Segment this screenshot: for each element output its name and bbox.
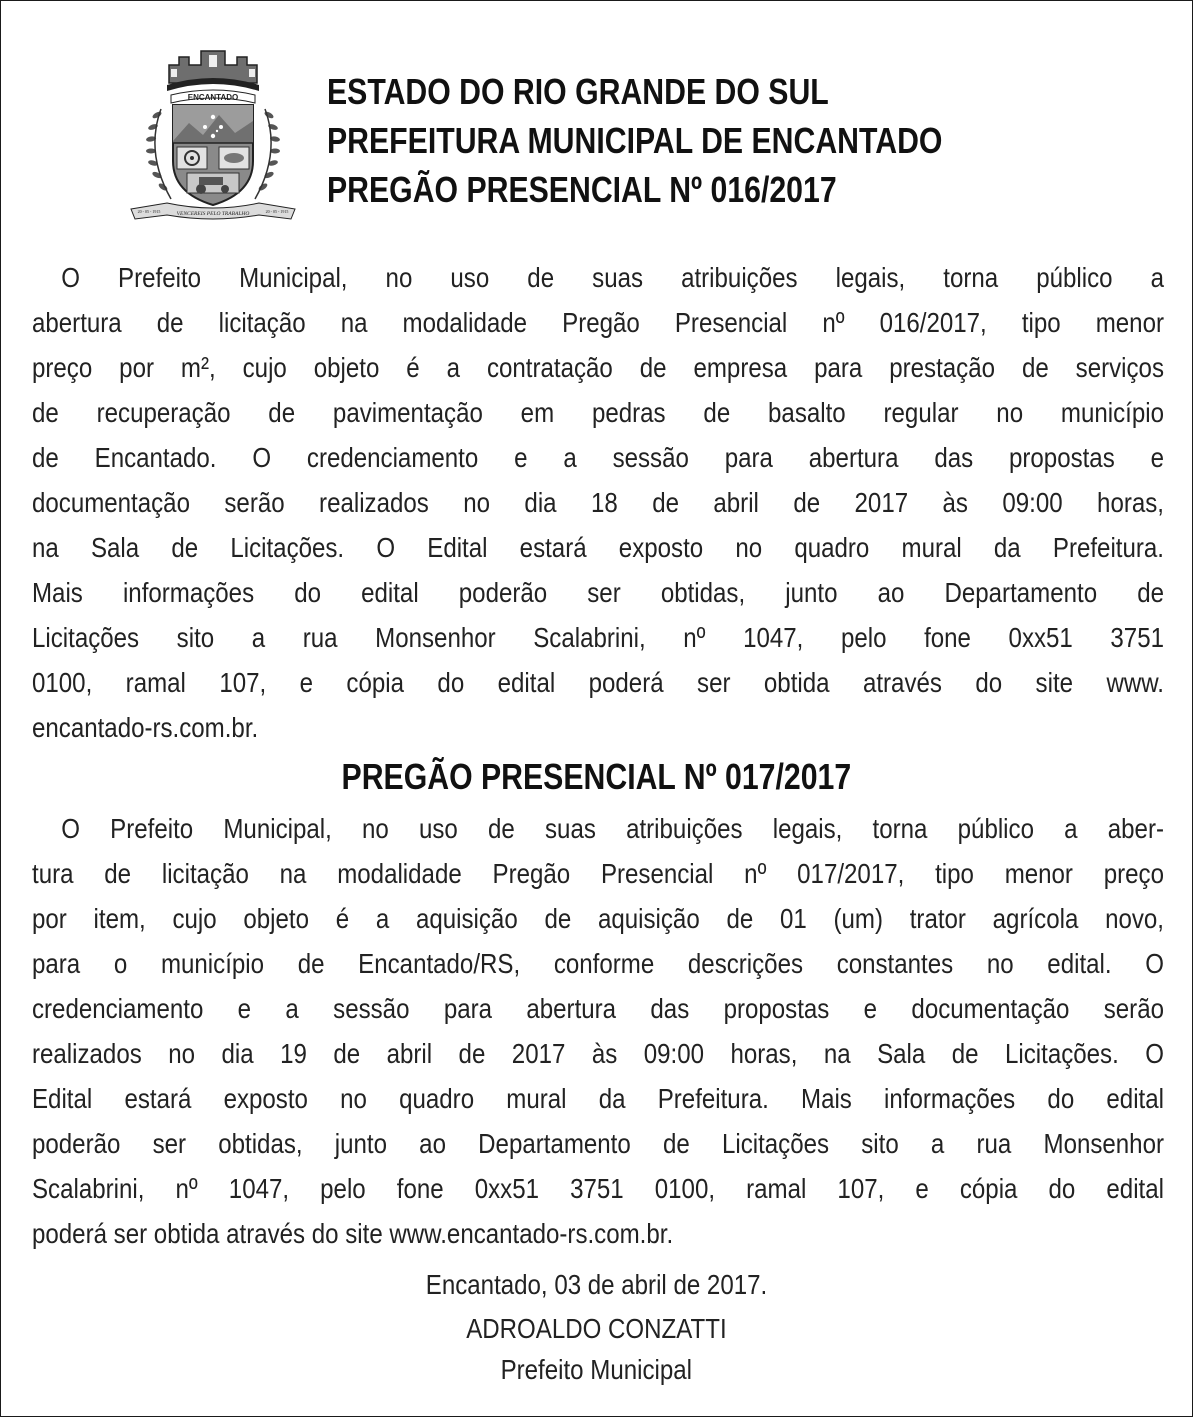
place-date (1, 1265, 1192, 1305)
notice-1-line: documentação serão realizados no dia 18 de abril de 2017 às 09:00 horas, (32, 487, 1164, 518)
notice-1-line: de recuperação de pavimentação em pedras de basalto regular no município (32, 397, 1164, 428)
notice-1-line: na Sala de Licitações. O Edital estará exposto no quadro mural da Prefeitura. (32, 532, 1164, 563)
notice-1-line: preço por m², cujo objeto é a contratação de empresa para prestação de serviços (32, 352, 1164, 383)
notice-1-line: Mais informações do edital poderão ser obtidas, junto ao Departamento de (32, 577, 1164, 608)
signatory-name-text: ADROALDO CONZATTI (466, 1313, 727, 1344)
header-prefecture: PREFEITURA MUNICIPAL DE ENCANTADO (327, 120, 943, 161)
municipal-coat-of-arms (127, 43, 299, 225)
header-block (327, 67, 942, 214)
signatory-role-text: Prefeito Municipal (500, 1354, 693, 1385)
notice-2-line: poderá ser obtida através do site www.encantado-rs.com.br. (32, 1218, 674, 1249)
notice-2-line: O Prefeito Municipal, no uso de suas atribuições legais, torna público a aber- (61, 813, 1164, 844)
notice-1-line: O Prefeito Municipal, no uso de suas atribuições legais, torna público a (61, 262, 1164, 293)
signatory-name (1, 1309, 1192, 1349)
signatory-role (1, 1350, 1192, 1390)
notice-1-line: Licitações sito a rua Monsenhor Scalabrini, nº 1047, pelo fone 0xx51 3751 (32, 622, 1164, 653)
notice-2-title-text: PREGÃO PRESENCIAL Nº 017/2017 (341, 756, 852, 797)
header-state: ESTADO DO RIO GRANDE DO SUL (327, 71, 829, 112)
header-title: PREGÃO PRESENCIAL Nº 016/2017 (327, 169, 837, 210)
notice-1-line: 0100, ramal 107, e cópia do edital poderá ser obtida através do site www. (32, 667, 1164, 698)
notice-2-line: credenciamento e a sessão para abertura das propostas e documentação serão (32, 993, 1164, 1024)
emblem-motto: VENCEREIS PELO TRABALHO (176, 211, 250, 217)
notice-1-line: de Encantado. O credenciamento e a sessão para abertura das propostas e (32, 442, 1164, 473)
emblem-date-left: 20 - 05 - 1915 (137, 209, 161, 214)
notice-1-line: encantado-rs.com.br. (32, 712, 259, 743)
notice-2-line: por item, cujo objeto é a aquisição de aquisição de 01 (um) trator agrícola novo, (32, 903, 1164, 934)
notice-2-line: Edital estará exposto no quadro mural da Prefeitura. Mais informações do edital (32, 1083, 1164, 1114)
notice-2-line: tura de licitação na modalidade Pregão Presencial nº 017/2017, tipo menor preço (32, 858, 1164, 889)
notice-2-title (1, 754, 1192, 800)
notice-2-line: para o município de Encantado/RS, conforme descrições constantes no edital. O (32, 948, 1164, 979)
notice-1-body (32, 255, 1164, 750)
notice-2-line: Scalabrini, nº 1047, pelo fone 0xx51 3751 0100, ramal 107, e cópia do edital (32, 1173, 1164, 1204)
emblem-name-text: ENCANTADO (187, 93, 239, 102)
coat-of-arms-icon (127, 43, 299, 225)
place-date-text: Encantado, 03 de abril de 2017. (425, 1269, 768, 1300)
notice-2-body (32, 806, 1164, 1256)
emblem-date-right: 20 - 05 - 1915 (265, 209, 289, 214)
notice-1-line: abertura de licitação na modalidade Pregão Presencial nº 016/2017, tipo menor (32, 307, 1164, 338)
notice-2-line: realizados no dia 19 de abril de 2017 às 09:00 horas, na Sala de Licitações. O (32, 1038, 1164, 1069)
notice-2-line: poderão ser obtidas, junto ao Departamento de Licitações sito a rua Monsenhor (32, 1128, 1164, 1159)
